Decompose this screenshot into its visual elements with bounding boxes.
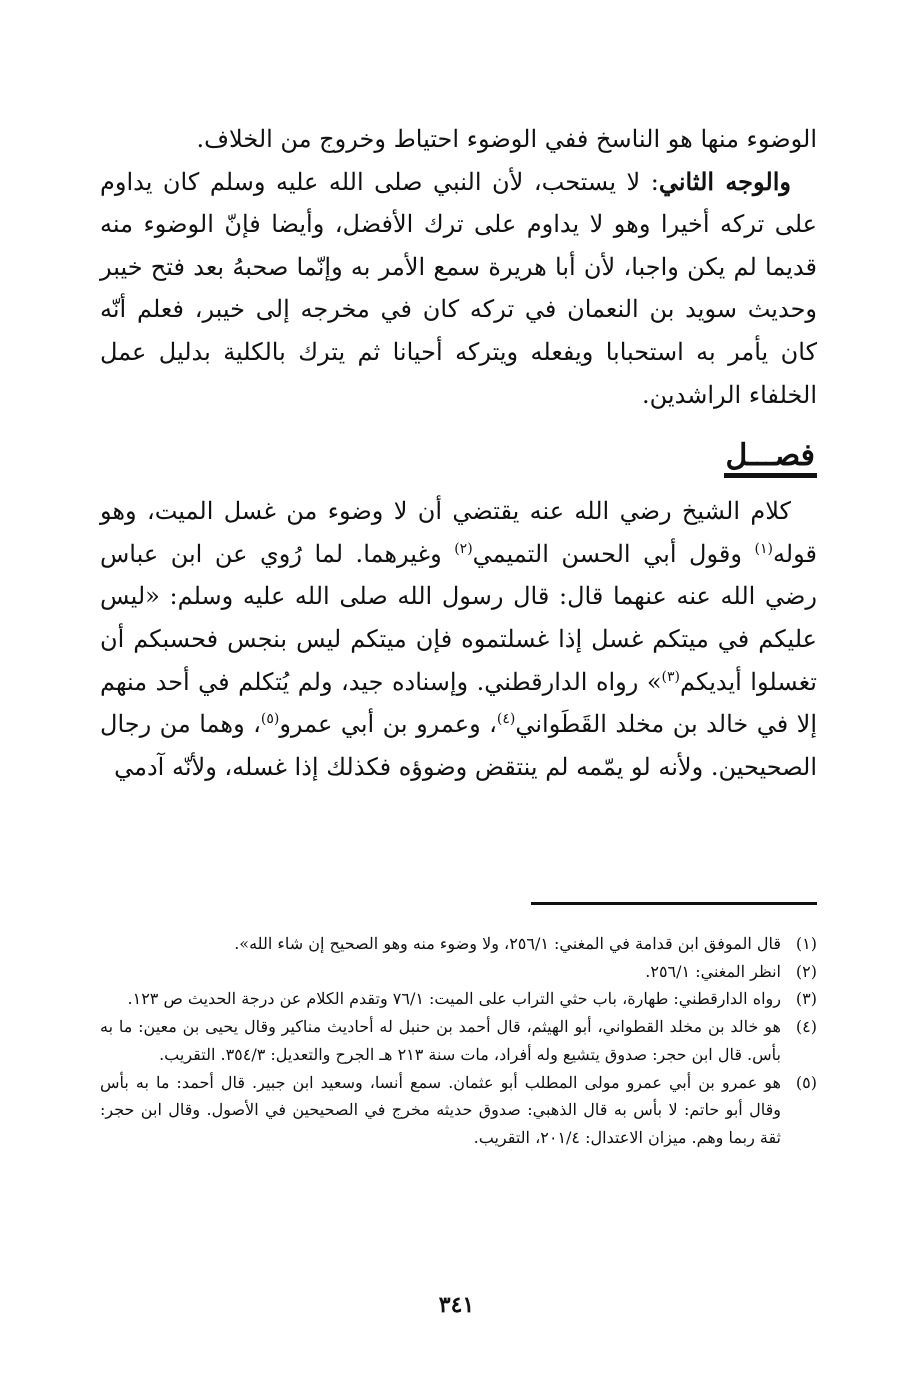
- main-text: [100, 118, 817, 416]
- page-number: ٣٤١: [438, 1292, 475, 1318]
- page-body: [100, 118, 817, 788]
- footnote-ref-5[interactable]: (٥): [260, 711, 280, 728]
- footnote-2: [100, 958, 817, 986]
- footnote-ref-1[interactable]: (١): [754, 540, 773, 557]
- paragraph-1: الوضوء منها هو الناسخ ففي الوضوء احتياط وخروج من الخلاف.: [196, 125, 817, 153]
- footnote-number: (٤): [795, 1017, 817, 1037]
- footnote-text: رواه الدارقطني: طهارة، باب حثي التراب على الميت: ٧٦/١ وتقدم الكلام عن درجة الحديث ص ١٢٣.: [127, 989, 781, 1009]
- text-run: » رواه الدارقطني. وإسناده جيد، ولم يُتكلم في أحد منهم إلا في خالد بن مخلد القَطَواني: [100, 667, 817, 739]
- footnote-3: [100, 985, 817, 1013]
- footnote-1: [100, 930, 817, 958]
- footnote-ref-4[interactable]: (٤): [496, 711, 516, 728]
- text-run: كلام الشيخ رضي الله عنه يقتضي أن لا وضوء من غسل الميت، وهو قوله: [100, 497, 817, 568]
- footnote-5: [100, 1069, 817, 1152]
- section-text: [100, 490, 817, 788]
- footnote-number: (٣): [795, 989, 817, 1009]
- footnote-text: هو خالد بن مخلد القطواني، أبو الهيثم، قال أحمد بن حنبل له أحاديث مناكير وقال يحيى بن معين: ما به بأس. قال ابن حجر: صدوق يتشيع وله أفراد، مات سنة ٢١٣ هـ الجرح والتعديل: ٣٥٤/٣. التقريب.: [100, 1017, 781, 1064]
- paragraph-2-lead: والوجه الثاني: [658, 166, 791, 196]
- section-heading: [100, 432, 817, 480]
- footnote-ref-3[interactable]: (٣): [661, 668, 680, 685]
- footnote-text: هو عمرو بن أبي عمرو مولى المطلب أبو عثمان. سمع أنسا، وسعيد ابن جبير. قال أحمد: ما به بأس وقال أبو حاتم: لا بأس به قال الذهبي: صدوق حديثه مخرج في الصحيحين في الأصول. وقال ابن حجر: ثقة ربما وهم. ميزان الاعتدال: ٢٠١/٤، التقريب.: [100, 1072, 781, 1147]
- section-heading-label: فصـــل: [724, 441, 817, 478]
- footnote-number: (٥): [795, 1072, 817, 1092]
- text-run: ، وهما من رجال الصحيحين. ولأنه لو يمّمه لم ينتقض وضوؤه فكذلك إذا غسله، ولأنّه آدمي: [100, 710, 817, 781]
- footnote-ref-2[interactable]: (٢): [454, 540, 473, 557]
- footnote-4: [100, 1013, 817, 1068]
- paragraph-2: [100, 161, 817, 417]
- text-run: وغيرهما. لما رُوي عن ابن عباس رضي الله عنه عنهما قال: قال رسول الله صلى الله عليه وسلم: «ليس عليكم في ميتكم غسل إذا غسلتموه فإن ميتكم ليس بنجس فحسبكم أن تغسلوا أيديكم: [100, 539, 817, 696]
- footnote-number: (١): [795, 934, 817, 953]
- paragraph-2-text: : لا يستحب، لأن النبي صلى الله عليه وسلم كان يداوم على تركه أخيرا وهو لا يداوم على ترك الأفضل، وأيضا فإنّ الوضوء منه قديما لم يكن واجبا، لأن أبا هريرة سمع الأمر به وإنّما صحبهُ بعد فتح خيبر وحديث سويد بن النعمان في تركه كان في مخرجه إلى خيبر، فعلم أنّه كان يأمر به استحبابا ويفعله ويتركه أحيانا ثم يترك بالكلية بدليل عمل الخلفاء الراشدين.: [100, 167, 817, 409]
- footnote-text: قال الموفق ابن قدامة في المغني: ٢٥٦/١، ولا وضوء منه وهو الصحيح إن شاء الله».: [234, 934, 781, 953]
- text-run: ، وعمرو بن أبي عمرو: [279, 710, 497, 739]
- section-paragraph: [100, 490, 817, 788]
- text-run: وقول أبي الحسن التميمي: [472, 539, 755, 568]
- footnote-text: انظر المغني: ٢٥٦/١.: [645, 961, 781, 981]
- footnote-divider: [531, 902, 817, 905]
- footnotes: [100, 930, 817, 1152]
- footnote-number: (٢): [795, 961, 817, 981]
